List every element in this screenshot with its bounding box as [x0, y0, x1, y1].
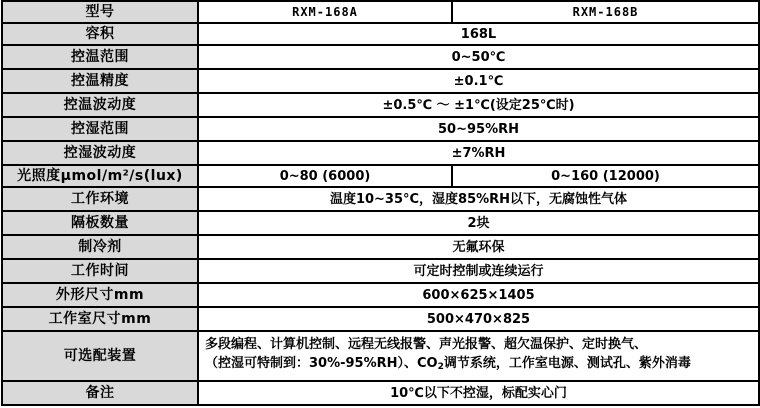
table-row-temp-accuracy — [3, 70, 760, 94]
table-row-humidity-fluctuation — [3, 142, 760, 166]
table-row-humidity-range — [3, 118, 760, 142]
value-capacity: 168L — [199, 24, 760, 46]
table-row-temp-range — [3, 46, 760, 70]
options-line-1: 多段编程、计算机控制、远程无线报警、声光报警、超欠温保护、定时换气、 — [205, 337, 648, 352]
value-working-time: 可定时控制或连续运行 — [199, 260, 760, 284]
value-options — [199, 332, 760, 382]
value-outer-size: 600×625×1405 — [199, 284, 760, 308]
value-temp-fluctuation: ±0.5℃ ～ ±1℃(设定25℃时) — [199, 94, 760, 118]
options-line-2-pre: （控湿可特制到：30%-95%RH）、CO — [205, 356, 438, 371]
label-illuminance: 光照度μmol/m²/s(lux) — [3, 166, 199, 188]
label-remarks: 备注 — [3, 382, 199, 406]
table-row-remarks — [3, 382, 760, 406]
table-row-temp-fluctuation — [3, 94, 760, 118]
value-refrigerant: 无氟环保 — [199, 236, 760, 260]
label-environment: 工作环境 — [3, 188, 199, 212]
value-illuminance-a: 0~80 (6000) — [199, 166, 453, 188]
value-humidity-range: 50~95%RH — [199, 118, 760, 142]
label-temp-accuracy: 控温精度 — [3, 70, 199, 94]
table-row-outer-size — [3, 284, 760, 308]
table-row-environment — [3, 188, 760, 212]
options-line-2-post: 调节系统，工作室电源、测试孔、紫外消毒 — [443, 356, 691, 371]
value-temp-accuracy: ±0.1℃ — [199, 70, 760, 94]
value-remarks: 10℃以下不控湿，标配实心门 — [199, 382, 760, 406]
table-row-refrigerant — [3, 236, 760, 260]
value-humidity-fluctuation: ±7%RH — [199, 142, 760, 166]
label-temp-range: 控温范围 — [3, 46, 199, 70]
options-line-2-sub: 2 — [437, 362, 444, 372]
label-working-time: 工作时间 — [3, 260, 199, 284]
table-row-capacity — [3, 24, 760, 46]
spec-table — [1, 0, 760, 406]
label-refrigerant: 制冷剂 — [3, 236, 199, 260]
label-options: 可选配装置 — [3, 332, 199, 382]
value-environment: 温度10~35°C，湿度85%RH以下，无腐蚀性气体 — [199, 188, 760, 212]
table-row-working-time — [3, 260, 760, 284]
value-illuminance-b: 0~160 (12000) — [453, 166, 760, 188]
value-temp-range: 0~50℃ — [199, 46, 760, 70]
value-shelves: 2块 — [199, 212, 760, 236]
label-model: 型号 — [3, 2, 199, 24]
options-line-2 — [205, 354, 752, 377]
label-shelves: 隔板数量 — [3, 212, 199, 236]
label-capacity: 容积 — [3, 24, 199, 46]
label-humidity-range: 控湿范围 — [3, 118, 199, 142]
label-outer-size: 外形尺寸mm — [3, 284, 199, 308]
model-a: RXM-168A — [199, 2, 453, 24]
table-row-model — [3, 2, 760, 24]
value-chamber-size: 500×470×825 — [199, 308, 760, 332]
label-chamber-size: 工作室尺寸mm — [3, 308, 199, 332]
table-row-chamber-size — [3, 308, 760, 332]
model-b: RXM-168B — [453, 2, 760, 24]
label-temp-fluctuation: 控温波动度 — [3, 94, 199, 118]
table-row-shelves — [3, 212, 760, 236]
table-row-illuminance — [3, 166, 760, 188]
table-row-options — [3, 332, 760, 382]
label-humidity-fluctuation: 控湿波动度 — [3, 142, 199, 166]
